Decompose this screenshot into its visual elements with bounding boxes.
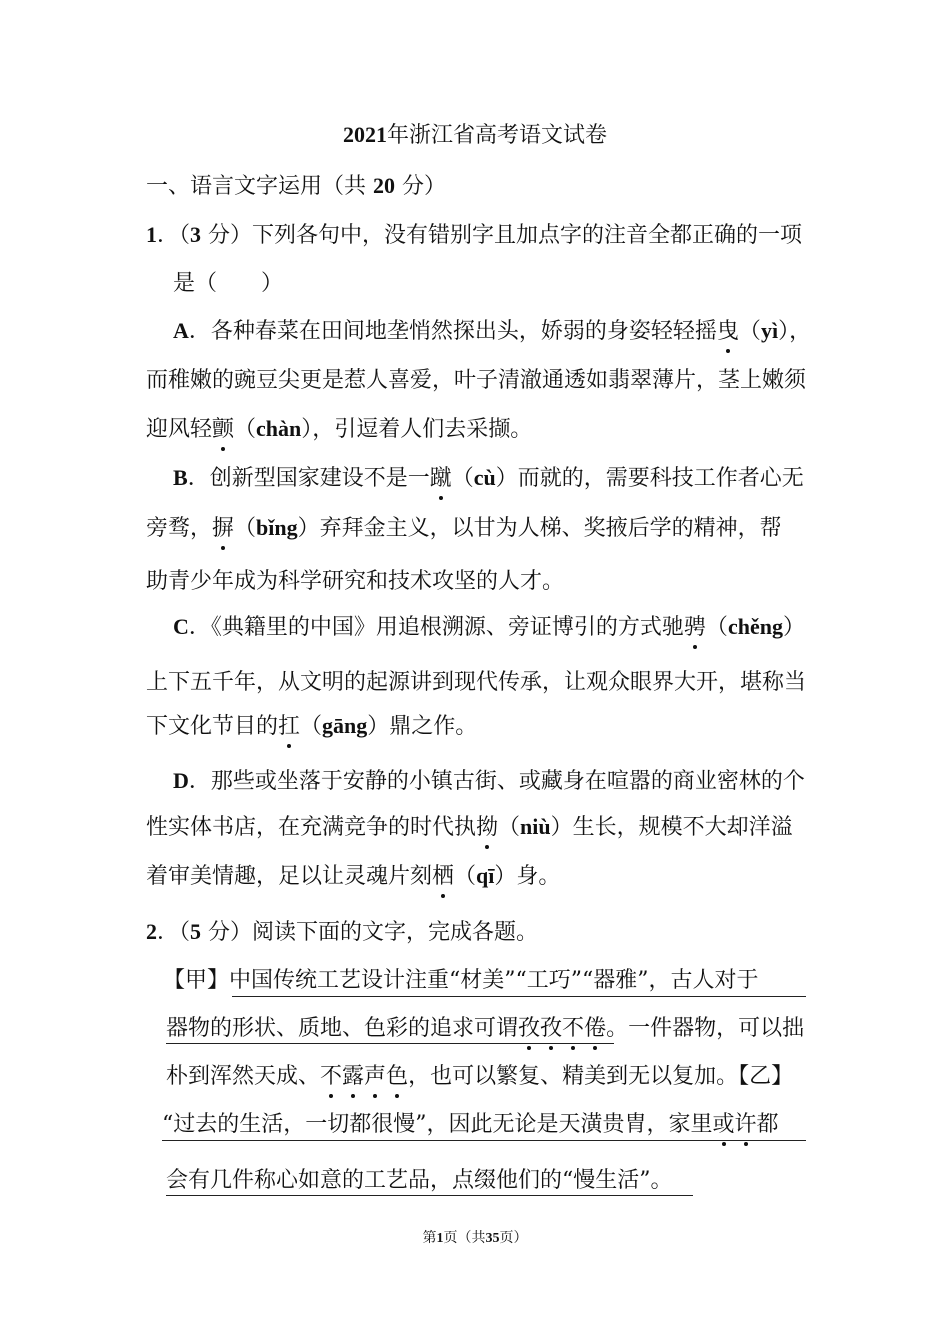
dotted-char: 摒 bbox=[212, 514, 234, 544]
option-c-line2: 上下五千年，从文明的起源讲到现代传承，让观众眼界大开，堪称当 bbox=[146, 670, 807, 695]
option-b-line1: B．创新型国家建设不是一蹴（cù）而就的，需要科技工作者心无 bbox=[173, 463, 804, 494]
option-a-line1: A．各种春菜在田间地垄悄然探出头，娇弱的身姿轻轻摇曳（yì）， bbox=[173, 316, 811, 347]
page-title: 2021年浙江省高考语文试卷 bbox=[342, 122, 607, 148]
option-b-line2: 旁骛，摒（bǐng）弃拜金主义，以甘为人梯、奖掖后学的精神，帮 bbox=[146, 513, 782, 544]
question-1-stem-line2: 是（ ） bbox=[173, 271, 284, 296]
option-d-line2: 性实体书店，在充满竞争的时代执拗（niù）生长，规模不大却洋溢 bbox=[146, 812, 793, 843]
dotted-char: 孜 bbox=[518, 1014, 540, 1044]
underline bbox=[166, 1043, 614, 1044]
option-a-line2: 而稚嫩的豌豆尖更是惹人喜爱，叶子清澈通透如翡翠薄片，茎上嫩须 bbox=[146, 368, 807, 393]
section-heading: 一、语言文字运用（共 20 分） bbox=[146, 173, 446, 199]
passage-line1: 【甲】中国传统工艺设计注重“材美”“工巧”“器雅”，古人对于 bbox=[163, 968, 759, 993]
dotted-char: 色 bbox=[386, 1062, 408, 1092]
dotted-char: 许 bbox=[735, 1110, 757, 1140]
dotted-char: 拗 bbox=[476, 813, 498, 843]
passage-line2: 器物的形状、质地、色彩的追求可谓孜孜不倦。一件器物，可以拙 bbox=[166, 1014, 804, 1044]
question-1-stem: 1．（3 分）下列各句中，没有错别字且加点字的注音全都正确的一项 bbox=[146, 222, 803, 248]
dotted-char: 蹴 bbox=[430, 464, 452, 494]
underline bbox=[162, 1140, 806, 1141]
dotted-char: 倦 bbox=[584, 1014, 606, 1044]
dotted-char: 露 bbox=[342, 1062, 364, 1092]
dotted-char: 骋 bbox=[684, 613, 706, 643]
question-2-stem: 2．（5 分）阅读下面的文字，完成各题。 bbox=[146, 919, 539, 945]
page-footer: 第1页（共35页） bbox=[422, 1230, 528, 1246]
passage-line4: “过去的生活，一切都很慢”，因此无论是天潢贵胄，家里或许都 bbox=[162, 1110, 779, 1140]
option-c-line3: 下文化节目的扛（gāng）鼎之作。 bbox=[146, 711, 477, 742]
dotted-char: 或 bbox=[713, 1110, 735, 1140]
dotted-char: 扛 bbox=[278, 712, 300, 742]
dotted-char: 曳 bbox=[717, 317, 739, 347]
option-a-line3: 迎风轻颤（chàn），引逗着人们去采撷。 bbox=[146, 414, 532, 445]
option-d-line3: 着审美情趣，足以让灵魂片刻栖（qī）身。 bbox=[146, 861, 560, 892]
dotted-char: 不 bbox=[320, 1062, 342, 1092]
passage-line5: 会有几件称心如意的工艺品，点缀他们的“慢生活”。 bbox=[166, 1168, 673, 1193]
dotted-char: 声 bbox=[364, 1062, 386, 1092]
passage-line3: 朴到浑然天成、不露声色，也可以繁复、精美到无以复加。【乙】 bbox=[166, 1062, 793, 1092]
option-d-line1: D．那些或坐落于安静的小镇古街、或藏身在喧嚣的商业密林的个 bbox=[173, 768, 805, 794]
underline bbox=[166, 1195, 693, 1196]
underline bbox=[232, 996, 806, 997]
dotted-char: 不 bbox=[562, 1014, 584, 1044]
dotted-char: 颤 bbox=[212, 415, 234, 445]
option-c-line1: C．《典籍里的中国》用追根溯源、旁证博引的方式驰骋（chěng） bbox=[173, 612, 805, 643]
dotted-char: 栖 bbox=[432, 862, 454, 892]
option-b-line3: 助青少年成为科学研究和技术攻坚的人才。 bbox=[146, 569, 565, 594]
dotted-char: 孜 bbox=[540, 1014, 562, 1044]
